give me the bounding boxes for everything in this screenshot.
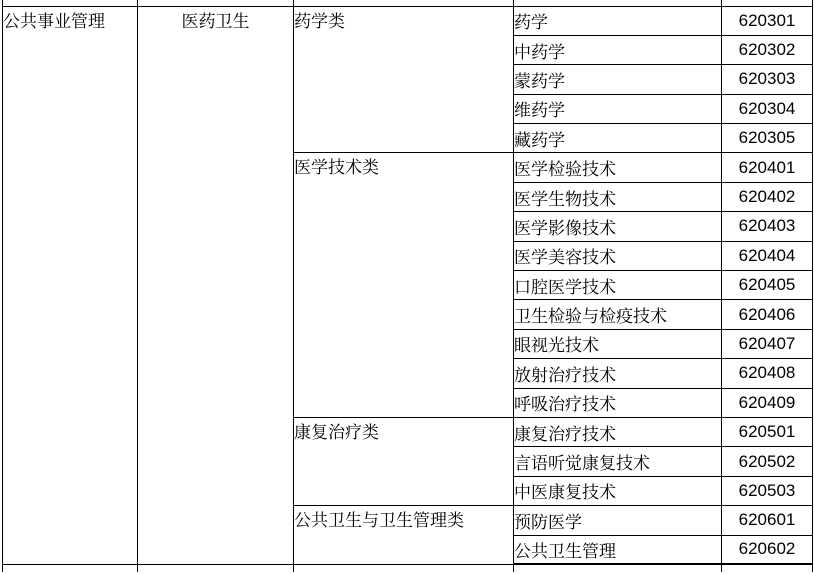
major-code-cell: 620408 [722,359,813,388]
group-cell: 公共卫生与卫生管理类 [294,506,514,565]
major-code-cell: 620302 [722,35,813,64]
cut-off-row-bottom [3,564,813,572]
major-name-cell: 卫生检验与检疫技术 [514,300,722,329]
major-code-cell: 620501 [722,417,813,446]
major-name-cell: 医学美容技术 [514,241,722,270]
major-name-cell: 维药学 [514,94,722,123]
major-code-cell: 620409 [722,388,813,417]
major-name-cell: 康复治疗技术 [514,417,722,446]
category-level1-cell: 公共事业管理 [3,6,138,564]
major-code-cell: 620406 [722,300,813,329]
major-code-cell: 620503 [722,476,813,505]
major-codes-table [2,0,813,572]
group-cell: 医学技术类 [294,153,514,418]
empty-cell [294,564,514,572]
major-code-cell: 620304 [722,94,813,123]
empty-cell [138,564,294,572]
major-name-cell: 眼视光技术 [514,329,722,358]
major-name-cell: 医学影像技术 [514,212,722,241]
major-name-cell: 放射治疗技术 [514,359,722,388]
group-cell: 药学类 [294,6,514,153]
major-code-cell: 620404 [722,241,813,270]
major-name-cell: 医学检验技术 [514,153,722,182]
empty-cell [514,564,722,572]
major-code-cell: 620303 [722,65,813,94]
major-name-cell: 口腔医学技术 [514,271,722,300]
major-code-cell: 620402 [722,182,813,211]
major-name-cell: 呼吸治疗技术 [514,388,722,417]
major-code-cell: 620403 [722,212,813,241]
major-code-cell: 620601 [722,506,813,535]
major-code-cell: 620502 [722,447,813,476]
major-code-cell: 620305 [722,124,813,153]
major-name-cell: 药学 [514,6,722,35]
major-name-cell: 言语听觉康复技术 [514,447,722,476]
discipline-cell: 医药卫生 [138,6,294,564]
empty-cell [722,564,813,572]
major-code-cell: 620405 [722,271,813,300]
major-name-cell: 蒙药学 [514,65,722,94]
major-code-cell: 620401 [722,153,813,182]
major-name-cell: 医学生物技术 [514,182,722,211]
major-name-cell: 中医康复技术 [514,476,722,505]
major-code-cell: 620301 [722,6,813,35]
table-row [3,6,813,35]
group-cell: 康复治疗类 [294,417,514,505]
major-name-cell: 公共卫生管理 [514,535,722,564]
major-code-cell: 620407 [722,329,813,358]
major-code-cell: 620602 [722,535,813,564]
major-name-cell: 藏药学 [514,124,722,153]
empty-cell [3,564,138,572]
major-name-cell: 中药学 [514,35,722,64]
major-name-cell: 预防医学 [514,506,722,535]
